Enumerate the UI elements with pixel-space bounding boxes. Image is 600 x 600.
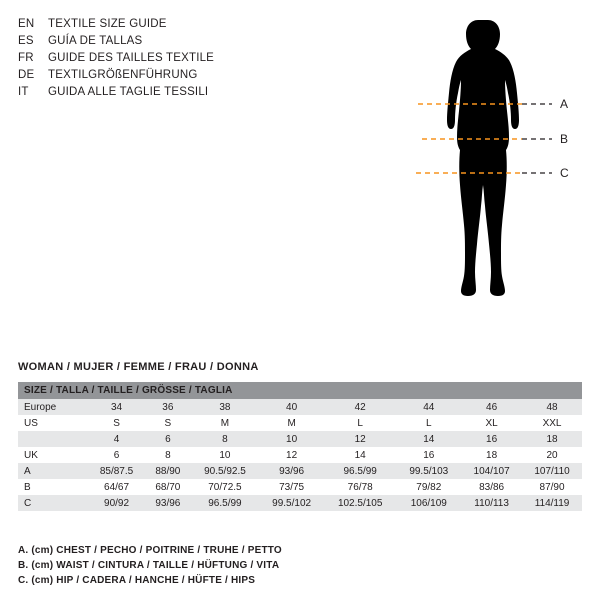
cell: XXL xyxy=(522,415,582,431)
row-label: B xyxy=(18,479,88,495)
cell: 20 xyxy=(522,447,582,463)
cell: S xyxy=(145,415,191,431)
marker-label-a: A xyxy=(560,97,569,111)
cell: 36 xyxy=(145,399,191,415)
cell: 16 xyxy=(396,447,461,463)
marker-label-b: B xyxy=(560,132,569,146)
note-b: B. (cm) WAIST / CINTURA / TAILLE / HÜFTUNG / VITA xyxy=(18,560,280,571)
cell: 106/109 xyxy=(396,495,461,511)
measurement-notes xyxy=(18,543,578,588)
marker-label-c: C xyxy=(560,166,569,180)
language-title: TEXTILGRÖßENFÜHRUNG xyxy=(48,69,198,81)
cell: 18 xyxy=(461,447,522,463)
cell: 93/96 xyxy=(145,495,191,511)
table-row xyxy=(18,463,582,479)
language-title: TEXTILE SIZE GUIDE xyxy=(48,18,167,30)
cell: 40 xyxy=(259,399,324,415)
language-title: GUÍA DE TALLAS xyxy=(48,35,143,47)
table-row xyxy=(18,479,582,495)
cell: 12 xyxy=(259,447,324,463)
cell: 83/86 xyxy=(461,479,522,495)
language-row-it xyxy=(18,84,318,101)
cell: 34 xyxy=(88,399,145,415)
cell: 10 xyxy=(191,447,260,463)
note-c: C. (cm) HIP / CADERA / HANCHE / HÜFTE / HIPS xyxy=(18,575,256,586)
cell: 79/82 xyxy=(396,479,461,495)
cell: 93/96 xyxy=(259,463,324,479)
row-label xyxy=(18,431,88,447)
language-header-list xyxy=(18,16,318,101)
section-title-woman: WOMAN / MUJER / FEMME / FRAU / DONNA xyxy=(18,361,259,373)
female-silhouette-icon xyxy=(447,20,519,296)
language-code: DE xyxy=(18,69,35,81)
table-header-row xyxy=(18,382,582,399)
table-row xyxy=(18,415,582,431)
cell: 14 xyxy=(396,431,461,447)
cell: 114/119 xyxy=(522,495,582,511)
body-figure-diagram xyxy=(370,6,590,376)
cell: 10 xyxy=(259,431,324,447)
cell: 102.5/105 xyxy=(324,495,396,511)
table-row xyxy=(18,431,582,447)
cell: 68/70 xyxy=(145,479,191,495)
language-title: GUIDE DES TAILLES TEXTILE xyxy=(48,52,215,64)
row-label: UK xyxy=(18,447,88,463)
cell: 64/67 xyxy=(88,479,145,495)
cell: 42 xyxy=(324,399,396,415)
cell: 99.5/103 xyxy=(396,463,461,479)
cell: M xyxy=(191,415,260,431)
language-code: FR xyxy=(18,52,34,64)
cell: 6 xyxy=(145,431,191,447)
language-row-de xyxy=(18,67,318,84)
row-label: A xyxy=(18,463,88,479)
cell: L xyxy=(396,415,461,431)
cell: M xyxy=(259,415,324,431)
cell: 96.5/99 xyxy=(324,463,396,479)
language-code: ES xyxy=(18,35,34,47)
cell: S xyxy=(88,415,145,431)
cell: 6 xyxy=(88,447,145,463)
language-code: IT xyxy=(18,86,29,98)
cell: 90.5/92.5 xyxy=(191,463,260,479)
cell: 104/107 xyxy=(461,463,522,479)
language-code: EN xyxy=(18,18,35,30)
table-row xyxy=(18,447,582,463)
cell: 8 xyxy=(145,447,191,463)
cell: 16 xyxy=(461,431,522,447)
table-row xyxy=(18,495,582,511)
row-label: Europe xyxy=(18,399,88,415)
size-table xyxy=(18,382,582,511)
language-row-es xyxy=(18,33,318,50)
cell: XL xyxy=(461,415,522,431)
cell: 18 xyxy=(522,431,582,447)
cell: 48 xyxy=(522,399,582,415)
cell: 85/87.5 xyxy=(88,463,145,479)
language-row-en xyxy=(18,16,318,33)
row-label: US xyxy=(18,415,88,431)
cell: 14 xyxy=(324,447,396,463)
cell: 4 xyxy=(88,431,145,447)
cell: 107/110 xyxy=(522,463,582,479)
cell: 87/90 xyxy=(522,479,582,495)
cell: 8 xyxy=(191,431,260,447)
cell: 44 xyxy=(396,399,461,415)
row-label: C xyxy=(18,495,88,511)
cell: 90/92 xyxy=(88,495,145,511)
cell: 76/78 xyxy=(324,479,396,495)
language-title: GUIDA ALLE TAGLIE TESSILI xyxy=(48,86,209,98)
cell: 70/72.5 xyxy=(191,479,260,495)
cell: 88/90 xyxy=(145,463,191,479)
language-row-fr xyxy=(18,50,318,67)
cell: 12 xyxy=(324,431,396,447)
cell: 99.5/102 xyxy=(259,495,324,511)
cell: L xyxy=(324,415,396,431)
cell: 96.5/99 xyxy=(191,495,260,511)
cell: 38 xyxy=(191,399,260,415)
cell: 110/113 xyxy=(461,495,522,511)
note-a: A. (cm) CHEST / PECHO / POITRINE / TRUHE / PETTO xyxy=(18,545,282,556)
cell: 46 xyxy=(461,399,522,415)
table-header-label: SIZE / TALLA / TAILLE / GRÖSSE / TAGLIA xyxy=(18,382,582,399)
cell: 73/75 xyxy=(259,479,324,495)
table-row xyxy=(18,399,582,415)
